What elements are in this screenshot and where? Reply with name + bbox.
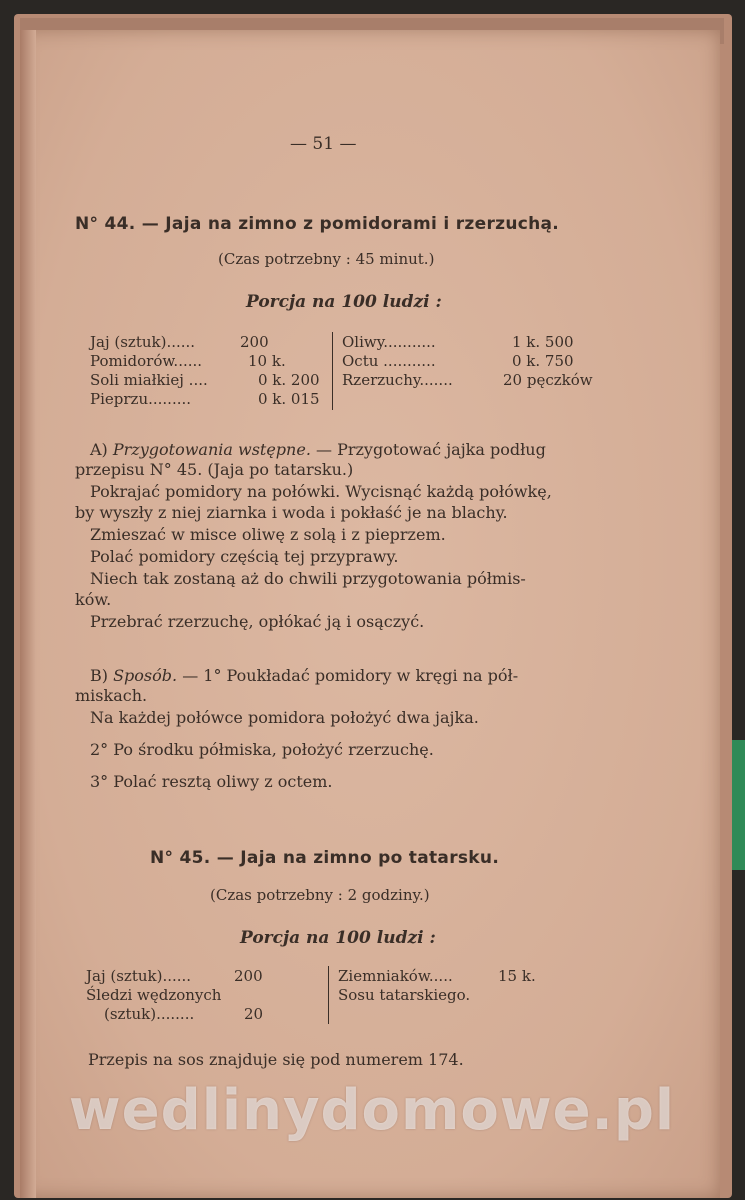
ingredient-name: Soli miałkiej ....: [90, 371, 208, 389]
recipe-44-heading: [75, 214, 559, 234]
paragraph-line: miskach.: [75, 686, 148, 705]
recipe-45-title: — Jaja na zimno po tatarsku.: [216, 848, 500, 868]
ingredient-name: Jaj (sztuk)......: [90, 333, 196, 351]
ingredient-divider: [328, 966, 329, 1024]
recipe-44-portion: Porcja na 100 ludzi :: [246, 292, 442, 312]
paragraph-line: 3° Polać resztą oliwy z octem.: [90, 772, 333, 791]
ingredient-qty: 0 k. 015: [258, 390, 320, 408]
recipe-44-number: N° 44.: [75, 214, 136, 234]
ingredient-name: (sztuk)........: [104, 1005, 195, 1023]
recipe-45-portion: Porcja na 100 ludzi :: [240, 928, 436, 948]
ingredient-qty: 10 k.: [248, 352, 286, 370]
recipe-44-time: (Czas potrzebny : 45 minut.): [218, 250, 435, 268]
section-a-text: — Przygotować jajka podług: [316, 440, 546, 459]
ingredient-qty: 0 k. 200: [258, 371, 320, 389]
section-b-first-line: [90, 666, 518, 686]
ingredient-name: Pomidorów......: [90, 352, 203, 370]
ingredient-name: Octu ...........: [342, 352, 436, 370]
section-a-first-line: [90, 440, 546, 460]
book-page: [20, 30, 720, 1198]
ingredient-qty: 1 k. 500: [512, 333, 574, 351]
paragraph-line: Pokrajać pomidory na połówki. Wycisnąć każdą połówkę,: [90, 482, 552, 501]
paragraph-line: Niech tak zostaną aż do chwili przygotowania półmis-: [90, 569, 526, 588]
section-a-label: A): [90, 440, 108, 459]
ingredient-qty: 200: [234, 967, 263, 985]
section-b-title: Sposób.: [113, 666, 178, 685]
paragraph-line: Polać pomidory częścią tej przyprawy.: [90, 547, 399, 566]
paragraph-line: Zmieszać w misce oliwę z solą i z pieprzem.: [90, 525, 446, 544]
ingredient-qty: 20: [244, 1005, 264, 1023]
ingredient-divider: [332, 332, 333, 410]
ingredient-qty: 15 k.: [498, 967, 536, 985]
paragraph-line: Na każdej połówce pomidora położyć dwa jajka.: [90, 708, 479, 727]
recipe-44-title: — Jaja na zimno z pomidorami i rzerzuchą.: [141, 214, 560, 234]
section-b-text: — 1° Poukładać pomidory w kręgi na pół-: [182, 666, 519, 685]
ingredient-name: Pieprzu.........: [90, 390, 192, 408]
recipe-45-heading: [150, 848, 499, 868]
recipe-45-note: Przepis na sos znajduje się pod numerem 174.: [88, 1050, 464, 1069]
ingredient-name: Jaj (sztuk)......: [86, 967, 192, 985]
watermark-text: wedlinydomowe.pl: [68, 1078, 676, 1143]
page-number: — 51 —: [290, 134, 357, 154]
ingredient-name: Rzerzuchy.......: [342, 371, 453, 389]
paragraph-line: by wyszły z niej ziarnka i woda i pokłaść je na blachy.: [75, 503, 508, 522]
ingredient-name: Oliwy...........: [342, 333, 436, 351]
ingredient-qty: 200: [240, 333, 269, 351]
recipe-45-time: (Czas potrzebny : 2 godziny.): [210, 886, 430, 904]
ingredient-qty: 20 pęczków: [503, 371, 593, 389]
paragraph-line: Przebrać rzerzuchę, opłókać ją i osączyć.: [90, 612, 425, 631]
ingredient-name: Ziemniaków.....: [338, 967, 453, 985]
paragraph-line: przepisu N° 45. (Jaja po tatarsku.): [75, 460, 354, 479]
section-b-label: B): [90, 666, 108, 685]
ingredient-qty: 0 k. 750: [512, 352, 574, 370]
recipe-45-number: N° 45.: [150, 848, 211, 868]
section-a-title: Przygotowania wstępne.: [112, 440, 311, 459]
ingredient-name: Śledzi wędzonych: [86, 986, 222, 1004]
page-spine-shadow: [20, 30, 36, 1198]
paragraph-line: 2° Po środku półmiska, położyć rzerzuchę.: [90, 740, 434, 759]
ingredient-name: Sosu tatarskiego.: [338, 986, 471, 1004]
paragraph-line: ków.: [75, 590, 112, 609]
